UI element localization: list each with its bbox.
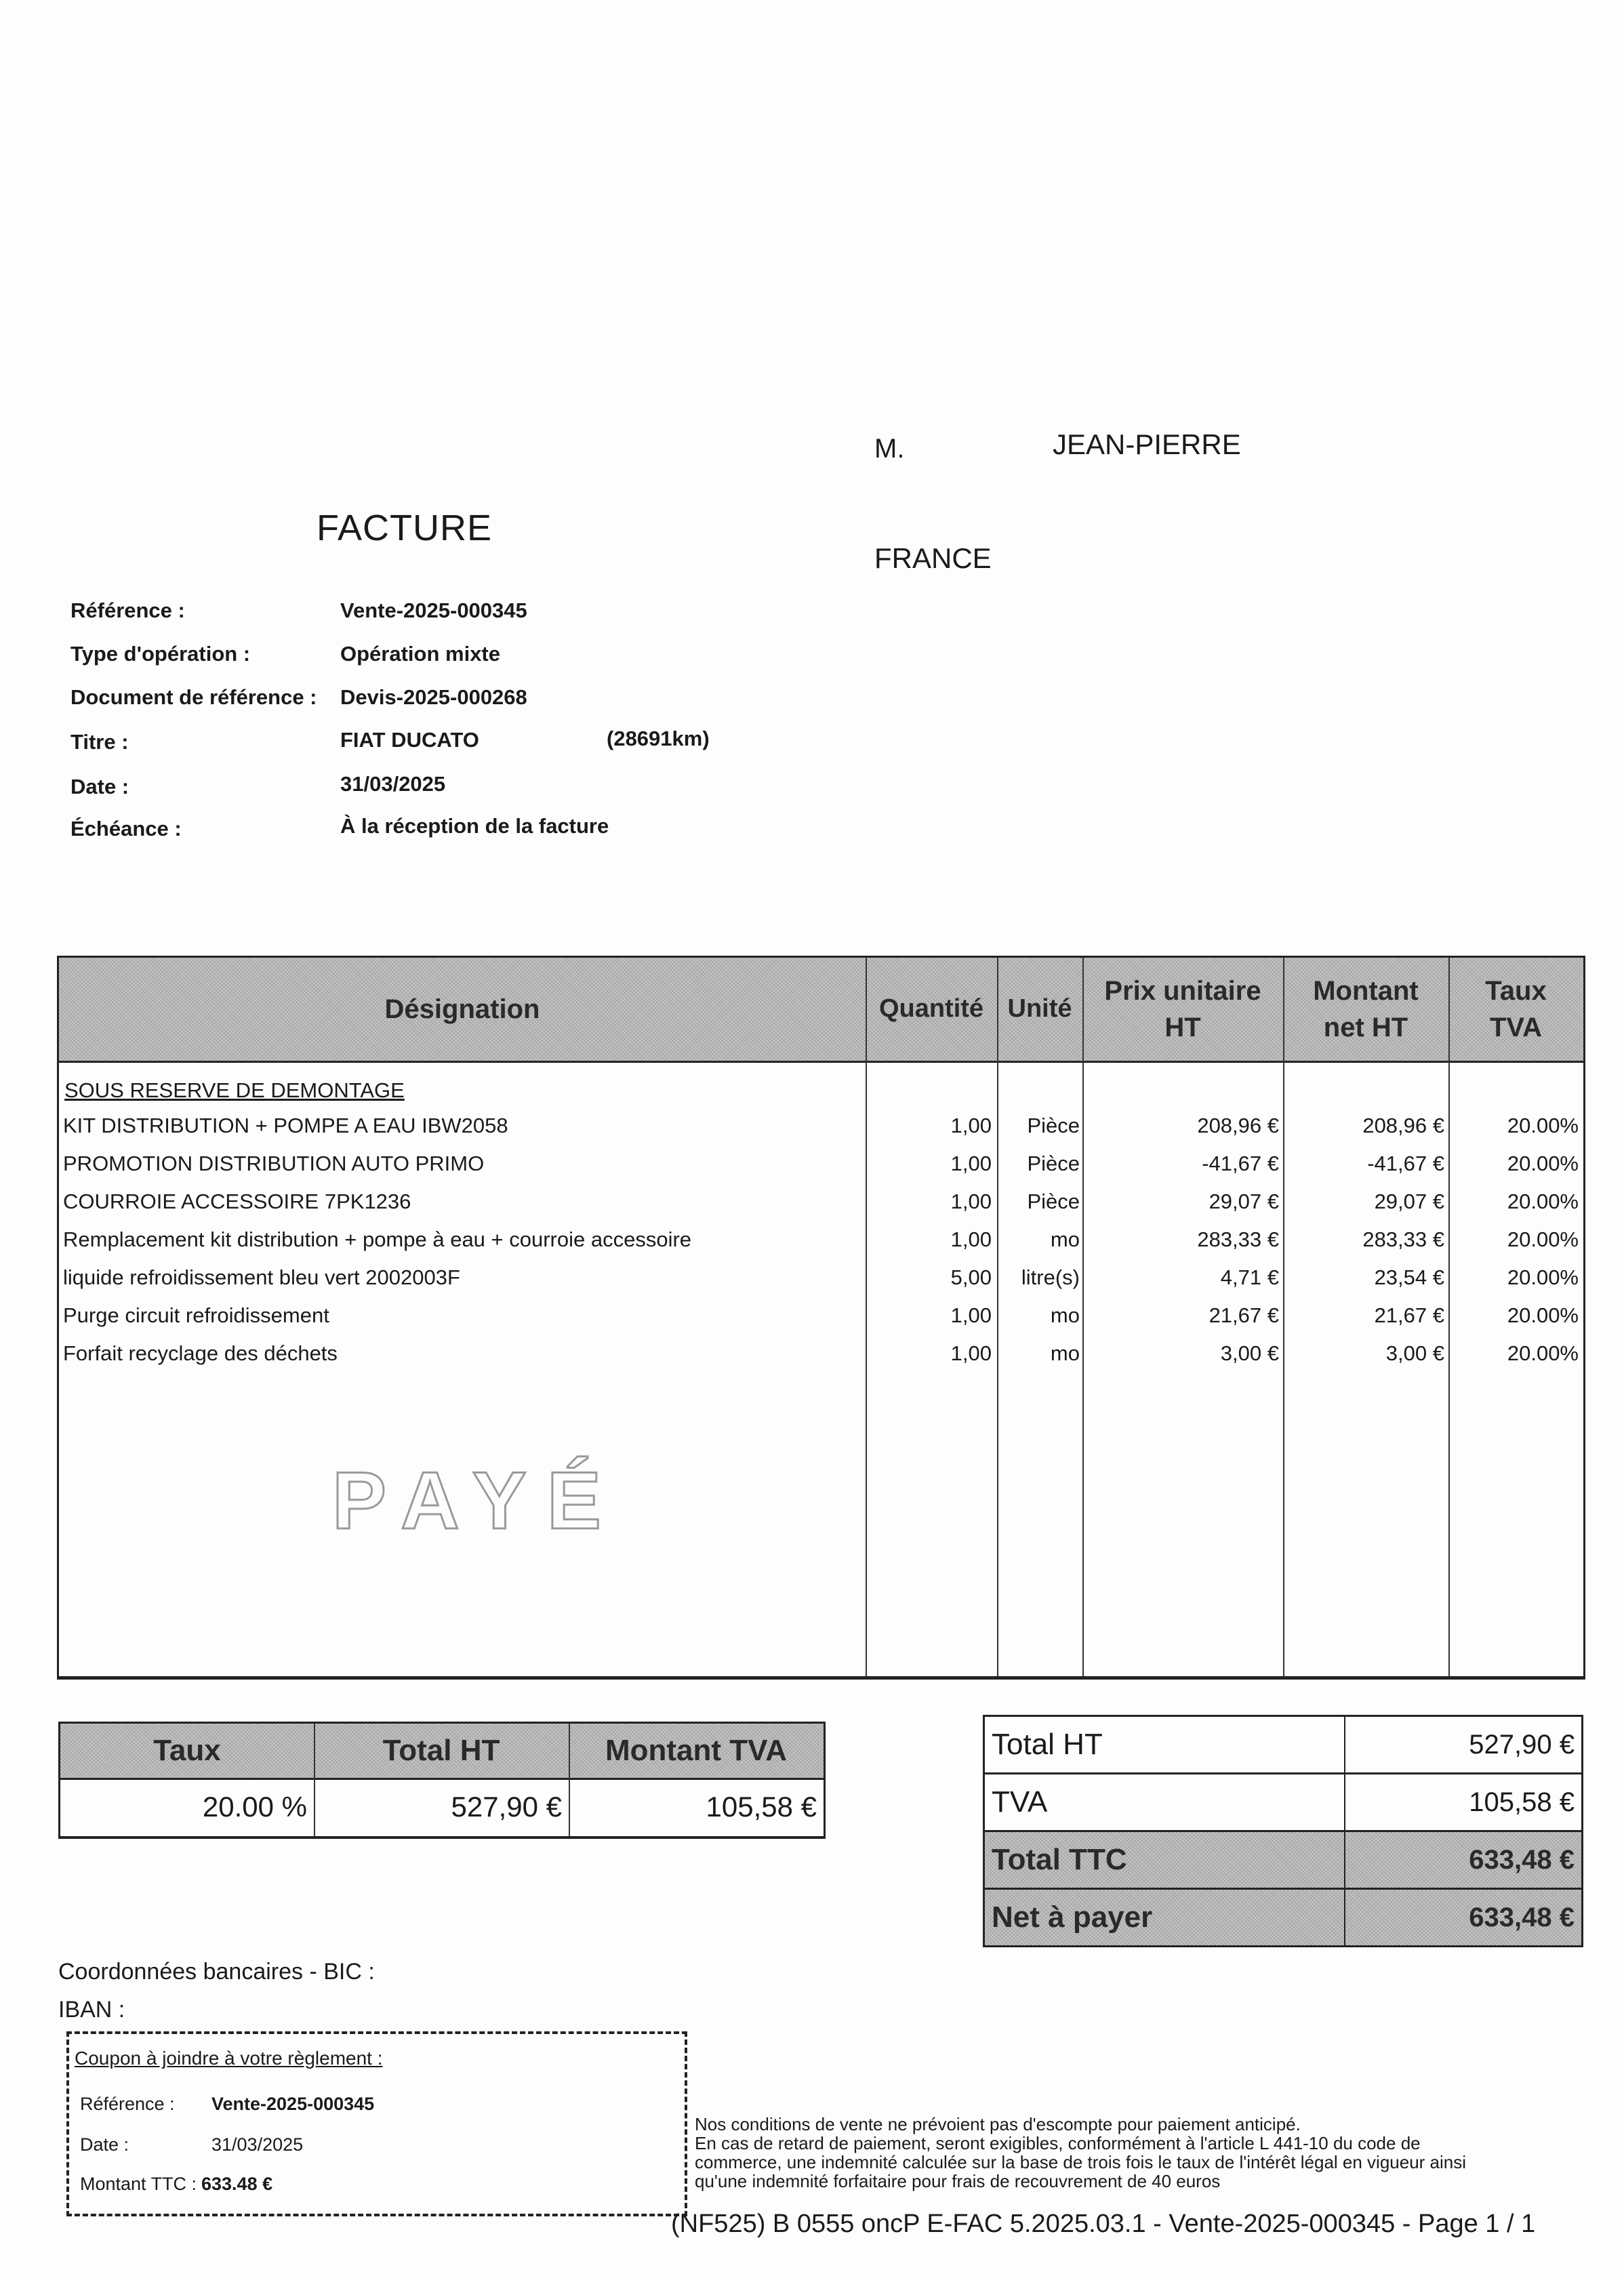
- vat-value-total-ht: 527,90 €: [451, 1791, 562, 1823]
- payment-coupon: [66, 2031, 687, 2216]
- cell-unit: Pièce: [1027, 1190, 1080, 1213]
- totals-table: [983, 1715, 1583, 1947]
- cell-vat-rate: 20.00%: [1507, 1227, 1579, 1251]
- cell-unit-price: 3,00 €: [1220, 1341, 1279, 1365]
- cell-quantity: 1,00: [950, 1303, 992, 1327]
- meta-mileage: (28691km): [607, 727, 710, 750]
- coupon-reference-value: Vente-2025-000345: [211, 2094, 375, 2114]
- totals-label: Total TTC: [992, 1843, 1127, 1876]
- recipient-civility: M.: [874, 434, 905, 464]
- totals-label: Total HT: [992, 1728, 1103, 1761]
- cell-net-amount: 29,07 €: [1374, 1190, 1444, 1213]
- cell-quantity: 1,00: [950, 1152, 992, 1175]
- cell-designation: liquide refroidissement bleu vert 2002003F: [63, 1265, 460, 1289]
- totals-value: 105,58 €: [1469, 1787, 1575, 1817]
- meta-value-date: 31/03/2025: [340, 772, 446, 796]
- meta-value-operation-type: Opération mixte: [340, 642, 500, 666]
- totals-value: 527,90 €: [1469, 1729, 1575, 1760]
- cell-vat-rate: 20.00%: [1507, 1190, 1579, 1213]
- table-row: [59, 1265, 1583, 1303]
- meta-value-title: FIAT DUCATO: [340, 728, 479, 752]
- vat-header-vat-amount: Montant TVA: [605, 1734, 788, 1767]
- vat-value-vat-amount: 105,58 €: [706, 1791, 817, 1823]
- header-vat-line1: Taux: [1485, 976, 1547, 1006]
- recipient-name: JEAN-PIERRE: [1053, 428, 1241, 460]
- cell-unit-price: 283,33 €: [1197, 1227, 1279, 1251]
- cell-vat-rate: 20.00%: [1507, 1303, 1579, 1327]
- coupon-date-label: Date :: [80, 2134, 129, 2155]
- meta-label-due: Échéance :: [70, 817, 182, 840]
- meta-value-reference: Vente-2025-000345: [340, 598, 527, 622]
- cell-designation: Purge circuit refroidissement: [63, 1303, 329, 1327]
- totals-value: 633,48 €: [1469, 1844, 1575, 1875]
- header-vat-line2: TVA: [1489, 1013, 1543, 1042]
- coupon-amount-value: 633.48 €: [201, 2174, 273, 2194]
- bank-iban-label: IBAN :: [58, 1997, 125, 2023]
- cell-quantity: 1,00: [950, 1190, 992, 1213]
- cell-net-amount: -41,67 €: [1367, 1152, 1444, 1175]
- paid-stamp: PAYÉ: [332, 1455, 622, 1546]
- table-row: [59, 1227, 1583, 1265]
- header-unit-price-line2: HT: [1164, 1013, 1201, 1042]
- totals-row-total-ttc: [985, 1832, 1581, 1890]
- cell-designation: Forfait recyclage des déchets: [63, 1341, 338, 1365]
- cell-vat-rate: 20.00%: [1507, 1265, 1579, 1289]
- cell-unit-price: 29,07 €: [1209, 1190, 1279, 1213]
- header-unit: Unité: [1007, 994, 1072, 1023]
- invoice-lines-table: [57, 956, 1585, 1680]
- totals-label: TVA: [992, 1785, 1048, 1819]
- header-designation: Désignation: [384, 994, 540, 1024]
- coupon-reference-label: Référence :: [80, 2094, 175, 2114]
- cell-vat-rate: 20.00%: [1507, 1341, 1579, 1365]
- table-row: [59, 1152, 1583, 1190]
- cell-designation: COURROIE ACCESSOIRE 7PK1236: [63, 1190, 411, 1213]
- legal-conditions: [695, 2115, 1617, 2191]
- meta-label-reference-document: Document de référence :: [70, 685, 317, 709]
- cell-quantity: 1,00: [950, 1341, 992, 1365]
- meta-value-reference-document: Devis-2025-000268: [340, 685, 527, 709]
- meta-label-date: Date :: [70, 775, 129, 798]
- header-net-line1: Montant: [1313, 976, 1419, 1006]
- totals-label: Net à payer: [992, 1901, 1153, 1934]
- cell-unit-price: 208,96 €: [1197, 1114, 1279, 1137]
- header-quantity: Quantité: [878, 994, 984, 1023]
- cell-unit: Pièce: [1027, 1152, 1080, 1175]
- legal-line: qu'une indemnité forfaitaire pour frais de recouvrement de 40 euros: [695, 2171, 1221, 2191]
- vat-value-rate: 20.00 %: [202, 1791, 307, 1823]
- cell-net-amount: 3,00 €: [1385, 1341, 1444, 1365]
- cell-net-amount: 21,67 €: [1374, 1303, 1444, 1327]
- bank-bic-label: Coordonnées bancaires - BIC :: [58, 1959, 375, 1985]
- cell-net-amount: 23,54 €: [1374, 1265, 1444, 1289]
- cell-quantity: 1,00: [950, 1114, 992, 1137]
- vat-header-rate: Taux: [153, 1734, 221, 1767]
- page-footer: (NF525) B 0555 oncP E-FAC 5.2025.03.1 - Vente-2025-000345 - Page 1 / 1: [671, 2210, 1536, 2238]
- coupon-date-value: 31/03/2025: [211, 2134, 304, 2155]
- cell-unit-price: 21,67 €: [1209, 1303, 1279, 1327]
- cell-quantity: 1,00: [950, 1227, 992, 1251]
- legal-line: En cas de retard de paiement, seront exigibles, conformément à l'article L 441-10 du code de: [695, 2133, 1421, 2153]
- cell-net-amount: 283,33 €: [1362, 1227, 1444, 1251]
- table-row: [59, 1114, 1583, 1152]
- table-row: [59, 1190, 1583, 1227]
- cell-designation: KIT DISTRIBUTION + POMPE A EAU IBW2058: [63, 1114, 508, 1137]
- vat-summary-table: [58, 1722, 826, 1839]
- cell-designation: PROMOTION DISTRIBUTION AUTO PRIMO: [63, 1152, 485, 1175]
- meta-label-title: Titre :: [70, 730, 129, 754]
- header-net-line2: net HT: [1323, 1013, 1408, 1042]
- cell-net-amount: 208,96 €: [1362, 1114, 1444, 1137]
- recipient-country: FRANCE: [874, 542, 992, 574]
- coupon-title: Coupon à joindre à votre règlement :: [75, 2048, 383, 2069]
- totals-row-total-ht: [985, 1717, 1581, 1774]
- cell-unit-price: 4,71 €: [1220, 1265, 1279, 1289]
- legal-line: commerce, une indemnité calculée sur la base de trois fois le taux de l'intérêt légal en vigueur ainsi: [695, 2152, 1467, 2172]
- meta-label-operation-type: Type d'opération :: [70, 642, 251, 666]
- table-row: [59, 1303, 1583, 1341]
- cell-unit: mo: [1050, 1227, 1080, 1251]
- legal-line: Nos conditions de vente ne prévoient pas d'escompte pour paiement anticipé.: [695, 2114, 1301, 2134]
- header-net-amount: [1283, 958, 1448, 1061]
- totals-row-tva: [985, 1774, 1581, 1832]
- cell-designation: Remplacement kit distribution + pompe à eau + courroie accessoire: [63, 1227, 692, 1251]
- cell-unit: mo: [1050, 1303, 1080, 1327]
- meta-value-due: À la réception de la facture: [340, 814, 609, 838]
- table-row: [59, 1341, 1583, 1379]
- vat-header-total-ht: Total HT: [382, 1734, 500, 1767]
- section-note: SOUS RESERVE DE DEMONTAGE: [64, 1078, 405, 1102]
- document-title: FACTURE: [317, 508, 493, 548]
- cell-unit: mo: [1050, 1341, 1080, 1365]
- header-unit-price-line1: Prix unitaire: [1104, 976, 1261, 1006]
- cell-unit: litre(s): [1021, 1265, 1080, 1289]
- totals-row-net-to-pay: [985, 1890, 1581, 1945]
- cell-unit-price: -41,67 €: [1202, 1152, 1279, 1175]
- cell-unit: Pièce: [1027, 1114, 1080, 1137]
- header-vat-rate: [1448, 958, 1583, 1061]
- cell-quantity: 5,00: [950, 1265, 992, 1289]
- cell-vat-rate: 20.00%: [1507, 1114, 1579, 1137]
- header-unit-price: [1082, 958, 1283, 1061]
- coupon-amount-label: Montant TTC :: [80, 2174, 197, 2194]
- meta-label-reference: Référence :: [70, 598, 185, 622]
- cell-vat-rate: 20.00%: [1507, 1152, 1579, 1175]
- totals-value: 633,48 €: [1469, 1902, 1575, 1932]
